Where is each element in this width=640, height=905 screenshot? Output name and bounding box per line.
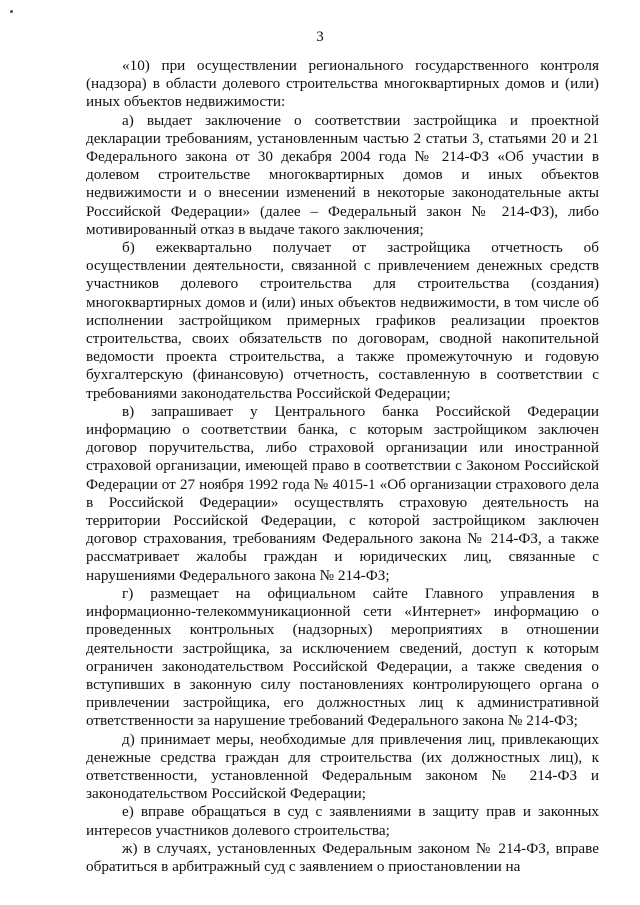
document-body [86, 57, 599, 876]
paragraph-item-d: д) принимает меры, необходимые для привлечения лиц, привлекающих денежные средства граждан для строительства (их должностных лиц), к ответственности, установленной Федеральным законом № 214-ФЗ и законодательством Российской Федерации; [86, 730, 599, 803]
paragraph-item-b: б) ежеквартально получает от застройщика отчетность об осуществлении деятельности, связанной с привлечением денежных средств участников долевого строительства для строительства (создания) многоквартирных домов и (или) иных объектов недвижимости, в том числе об исполнении застройщиком примерных графиков реализации проектов строительства, своих обязательств по договорам, сводной накопительной ведомости проекта строительства, а также промежуточную и годовую бухгалтерскую (финансовую) отчетность, составленную в соответствии с требованиями законодательства Российской Федерации; [86, 239, 599, 402]
paragraph-item-g: г) размещает на официальном сайте Главного управления в информационно-телекоммуникационной сети «Интернет» информацию о проведенных контрольных (надзорных) мероприятиях в отношении деятельности застройщика, за исключением сведений, доступ к которым ограничен законодательством Российской Федерации, а также сведения о вступивших в законную силу постановлениях контролирующего органа о привлечении застройщика, его должностных лиц к административной ответственности за нарушение требований Федерального закона № 214-ФЗ; [86, 584, 599, 730]
scan-dot [10, 10, 13, 13]
paragraph-item-v: в) запрашивает у Центрального банка Российской Федерации информацию о соответствии банка, с которым застройщиком заключен договор поручительства, либо страховой организации или иностранной страховой организации, имеющей право в соответствии с Законом Российской Федерации от 27 ноября 1992 года № 4015-1 «Об организации страхового дела в Российской Федерации» осуществлять страховую деятельность на территории Российской Федерации, с которой застройщиком заключен договор страхования, требованиям Федерального закона № 214-ФЗ, а также рассматривает жалобы граждан и юридических лиц, связанные с нарушениями Федерального закона № 214-ФЗ; [86, 402, 599, 584]
paragraph-item-zh: ж) в случаях, установленных Федеральным законом № 214-ФЗ, вправе обратиться в арбитражный суд с заявлением о приостановлении на [86, 839, 599, 875]
paragraph-item-e: е) вправе обращаться в суд с заявлениями в защиту прав и законных интересов участников долевого строительства; [86, 803, 599, 839]
paragraph-item-a: а) выдает заключение о соответствии застройщика и проектной декларации требованиям, установленным частью 2 статьи 3, статьями 20 и 21 Федерального закона от 30 декабря 2004 года № 214-ФЗ «Об участии в долевом строительстве многоквартирных домов и иных объектов недвижимости и о внесении изменений в некоторые законодательные акты Российской Федерации» (далее – Федеральный закон № 214-ФЗ), либо мотивированный отказ в выдаче такого заключения; [86, 111, 599, 238]
paragraph-intro: «10) при осуществлении регионального государственного контроля (надзора) в области долевого строительства многоквартирных домов и (или) иных объектов недвижимости: [86, 57, 599, 111]
page-number: 3 [316, 29, 324, 45]
